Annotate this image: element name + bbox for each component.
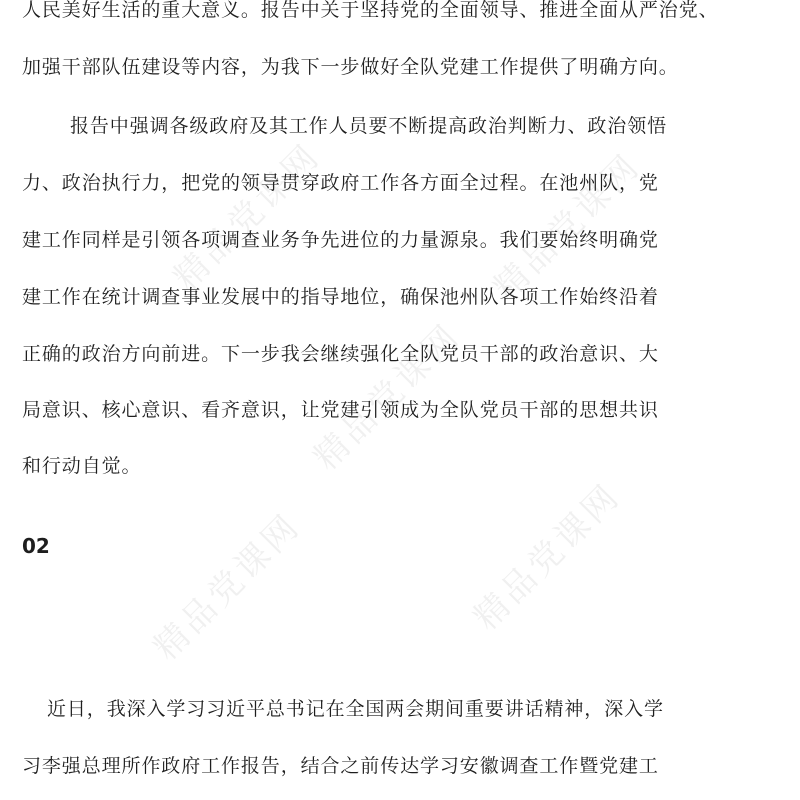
watermark: 精品党课网 bbox=[166, 135, 329, 299]
paragraph-line: 局意识、核心意识、看齐意识，让党建引领成为全队党员干部的思想共识 bbox=[22, 399, 659, 421]
paragraph-line: 建工作同样是引领各项调查业务争先进位的力量源泉。我们要始终明确党 bbox=[22, 229, 659, 251]
watermark: 精品党课网 bbox=[486, 145, 649, 309]
paragraph-line: 报告中强调各级政府及其工作人员要不断提高政治判断力、政治领悟 bbox=[70, 115, 668, 137]
paragraph-line: 习李强总理所作政府工作报告，结合之前传达学习安徽调查工作暨党建工 bbox=[22, 755, 659, 777]
paragraph-line: 力、政治执行力，把党的领导贯穿政府工作各方面全过程。在池州队，党 bbox=[22, 172, 659, 194]
paragraph-line: 正确的政治方向前进。下一步我会继续强化全队党员干部的政治意识、大 bbox=[22, 343, 659, 365]
watermark: 精品党课网 bbox=[306, 315, 469, 479]
watermark: 精品党课网 bbox=[146, 505, 309, 669]
paragraph-line: 近日，我深入学习习近平总书记在全国两会期间重要讲话精神，深入学 bbox=[47, 698, 664, 720]
paragraph-line: 建工作在统计调查事业发展中的指导地位，确保池州队各项工作始终沿着 bbox=[22, 286, 659, 308]
paragraph-line: 和行动自觉。 bbox=[22, 455, 142, 477]
paragraph-line: 加强干部队伍建设等内容，为我下一步做好全队党建工作提供了明确方向。 bbox=[22, 56, 679, 78]
watermark: 精品党课网 bbox=[466, 475, 629, 639]
section-number: 02 bbox=[22, 534, 50, 558]
paragraph-line: 人民美好生活的重大意义。报告中关于坚持党的全面领导、推进全面从严治党、 bbox=[22, 0, 719, 21]
